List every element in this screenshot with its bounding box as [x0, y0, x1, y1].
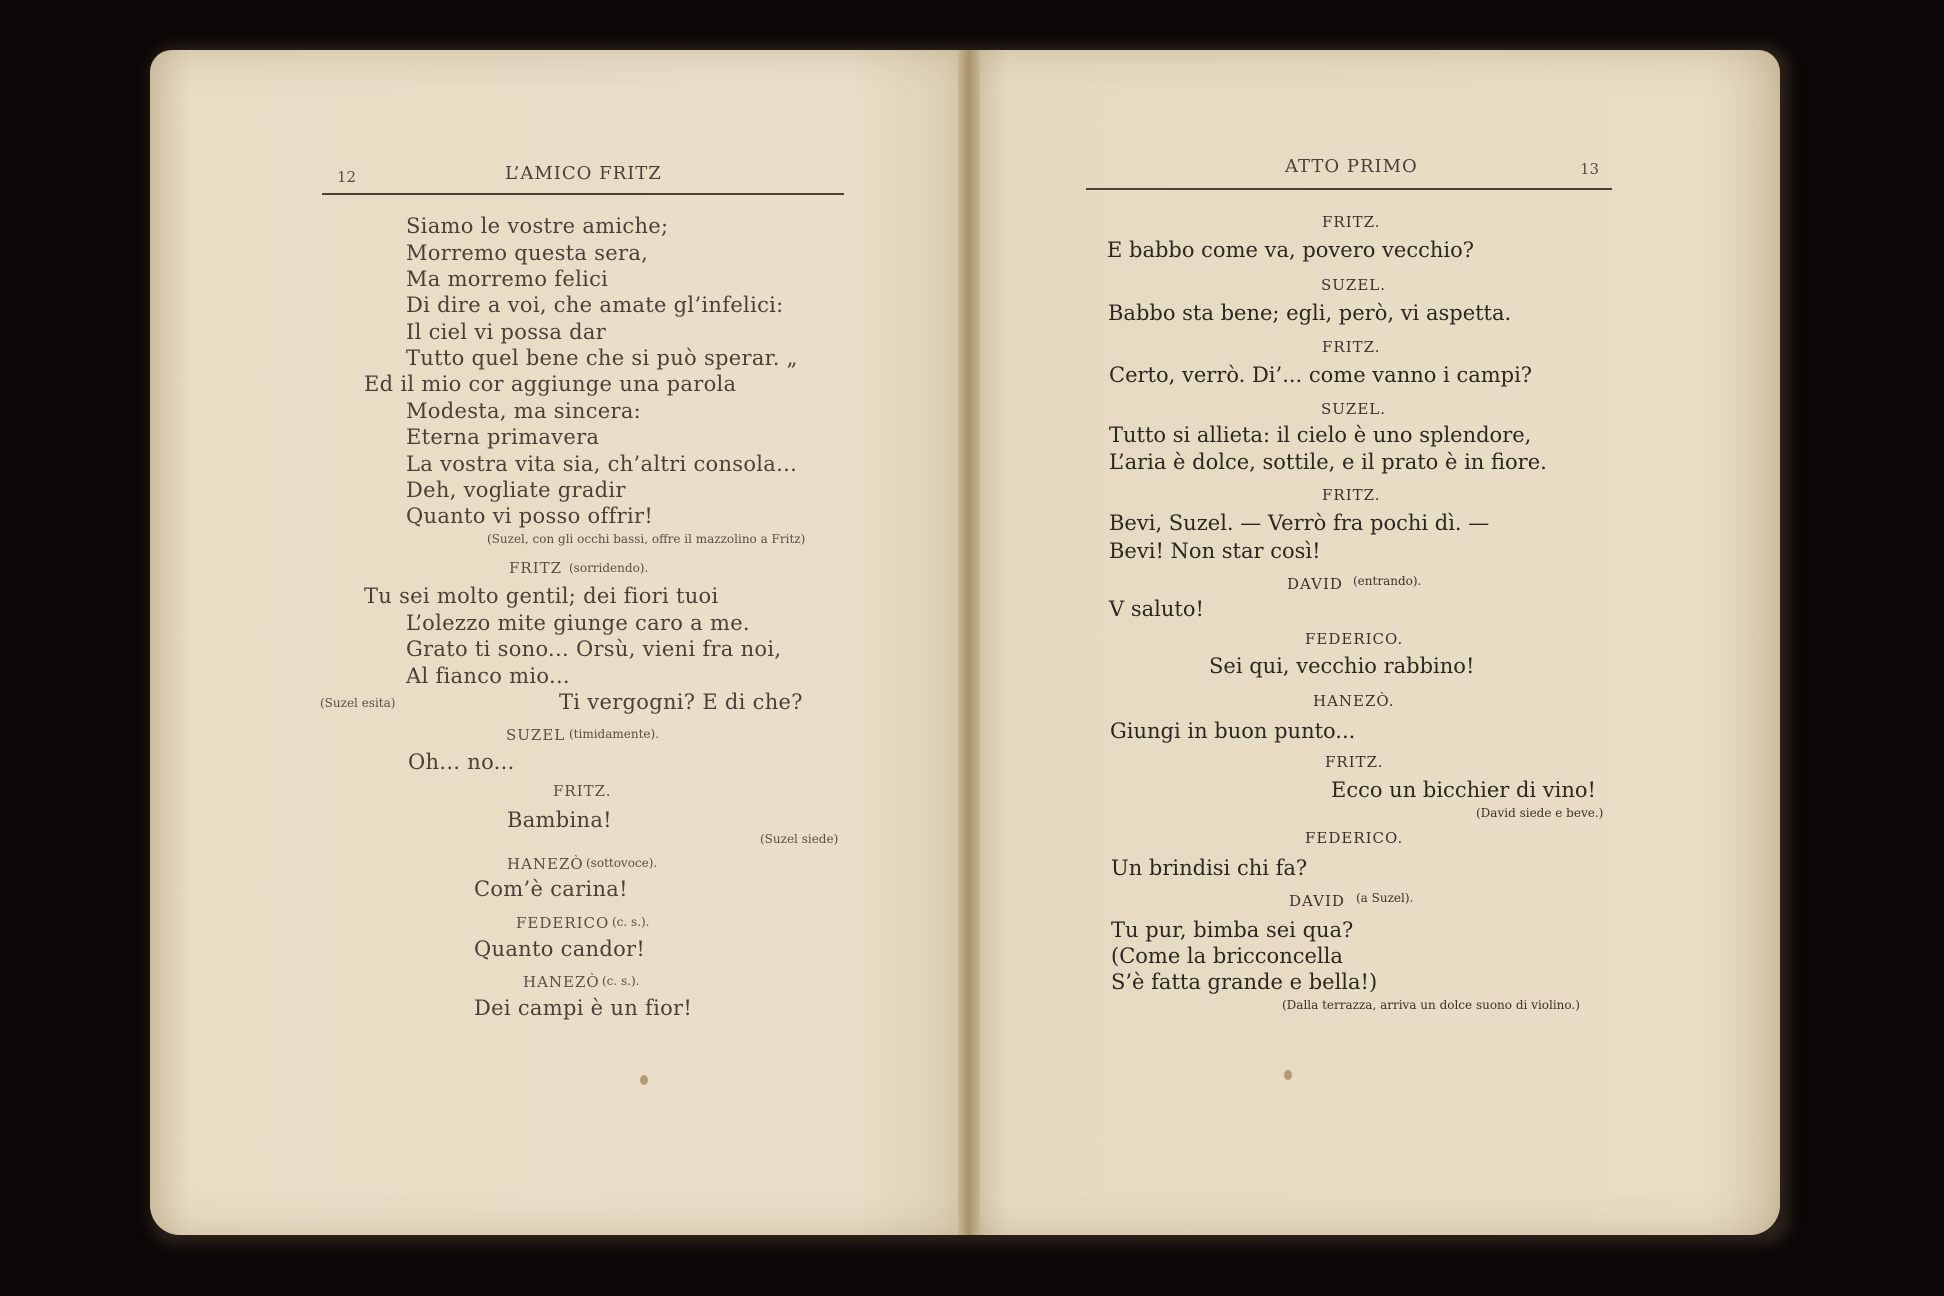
right-header-rule [1086, 188, 1612, 190]
verse-line: Siamo le vostre amiche; [406, 214, 669, 238]
verse-line: S’è fatta grande e bella!) [1111, 970, 1378, 994]
stage-direction: (Suzel, con gli occhi bassi, offre il mazzolino a Fritz) [487, 532, 806, 546]
stage-direction: (Dalla terrazza, arriva un dolce suono di violino.) [1282, 998, 1580, 1012]
speaker-name: FEDERICO [516, 914, 610, 932]
speaker-name: FEDERICO. [1305, 829, 1404, 847]
left-header-rule [322, 193, 844, 195]
speaker-name: SUZEL. [1321, 276, 1387, 294]
verse-line: Di dire a voi, che amate gl’infelici: [406, 293, 784, 317]
verse-line: Ti vergogni? E di che? [559, 690, 803, 714]
verse-line: Tutto quel bene che si può sperar. „ [406, 346, 798, 370]
verse-line: Bevi! Non star così! [1109, 539, 1321, 563]
stage-direction: (David siede e beve.) [1476, 806, 1604, 820]
verse-line: (Come la bricconcella [1111, 944, 1343, 968]
verse-line: Dei campi è un fior! [474, 996, 693, 1020]
verse-line: Ecco un bicchier di vino! [1331, 778, 1596, 802]
speaker-name: FRITZ. [1325, 753, 1384, 771]
left-folio: 12 [337, 168, 357, 186]
stage-direction: (entrando). [1353, 574, 1422, 588]
verse-line: Tutto si allieta: il cielo è uno splendore, [1109, 423, 1532, 447]
verse-line: Il ciel vi possa dar [406, 320, 607, 344]
paper-stain [640, 1075, 648, 1085]
verse-line: Modesta, ma sincera: [406, 399, 642, 423]
verse-line: Ed il mio cor aggiunge una parola [364, 372, 737, 396]
stage-direction: (sorridendo). [569, 561, 649, 575]
stage-direction: (Suzel siede) [760, 832, 839, 846]
verse-line: Al fianco mio... [406, 664, 570, 688]
verse-line: Com’è carina! [474, 877, 628, 901]
verse-line: Ma morremo felici [406, 267, 609, 291]
speaker-name: HANEZÒ [523, 973, 600, 991]
speaker-name: FRITZ [509, 559, 563, 577]
paper-stain [1284, 1070, 1292, 1080]
stage-direction: (Suzel esita) [320, 696, 396, 710]
verse-line: E babbo come va, povero vecchio? [1107, 238, 1475, 262]
speaker-name: FRITZ. [1322, 486, 1381, 504]
verse-line: V saluto! [1109, 597, 1204, 621]
verse-line: Bambina! [507, 808, 612, 832]
speaker-name: FRITZ. [1322, 213, 1381, 231]
verse-line: Grato ti sono... Orsù, vieni fra noi, [406, 637, 782, 661]
stage-direction: (a Suzel). [1356, 891, 1414, 905]
book-gutter [958, 50, 980, 1235]
verse-line: Bevi, Suzel. — Verrò fra pochi dì. — [1109, 511, 1490, 535]
speaker-name: DAVID [1289, 892, 1345, 910]
stage-direction: (c. s.). [612, 915, 650, 929]
verse-line: Quanto vi posso offrir! [406, 504, 654, 528]
verse-line: La vostra vita sia, ch’altri consola... [406, 452, 798, 476]
speaker-name: FEDERICO. [1305, 630, 1404, 648]
right-running-head: ATTO PRIMO [1285, 156, 1418, 177]
verse-line: Tu pur, bimba sei qua? [1111, 918, 1354, 942]
speaker-name: FRITZ. [553, 782, 612, 800]
speaker-name: FRITZ. [1322, 338, 1381, 356]
speaker-name: HANEZÒ. [1313, 692, 1395, 710]
verse-line: L’aria è dolce, sottile, e il prato è in fiore. [1109, 450, 1547, 474]
verse-line: Un brindisi chi fa? [1111, 856, 1308, 880]
verse-line: Certo, verrò. Di’... come vanno i campi? [1109, 363, 1533, 387]
stage-direction: (timidamente). [569, 727, 660, 741]
left-running-head: L’AMICO FRITZ [505, 163, 662, 184]
verse-line: Deh, vogliate gradir [406, 478, 626, 502]
verse-line: L’olezzo mite giunge caro a me. [406, 611, 750, 635]
verse-line: Eterna primavera [406, 425, 600, 449]
speaker-name: DAVID [1287, 575, 1343, 593]
speaker-name: HANEZÒ [507, 855, 584, 873]
speaker-name: SUZEL [506, 726, 566, 744]
verse-line: Quanto candor! [474, 937, 646, 961]
verse-line: Oh... no... [408, 750, 515, 774]
verse-line: Sei qui, vecchio rabbino! [1209, 654, 1475, 678]
stage-direction: (c. s.). [602, 974, 640, 988]
verse-line: Giungi in buon punto... [1110, 719, 1356, 743]
verse-line: Babbo sta bene; egli, però, vi aspetta. [1108, 301, 1512, 325]
speaker-name: SUZEL. [1321, 400, 1387, 418]
verse-line: Tu sei molto gentil; dei fiori tuoi [364, 584, 719, 608]
stage-direction: (sottovoce). [586, 856, 658, 870]
right-folio: 13 [1580, 160, 1600, 178]
verse-line: Morremo questa sera, [406, 241, 649, 265]
